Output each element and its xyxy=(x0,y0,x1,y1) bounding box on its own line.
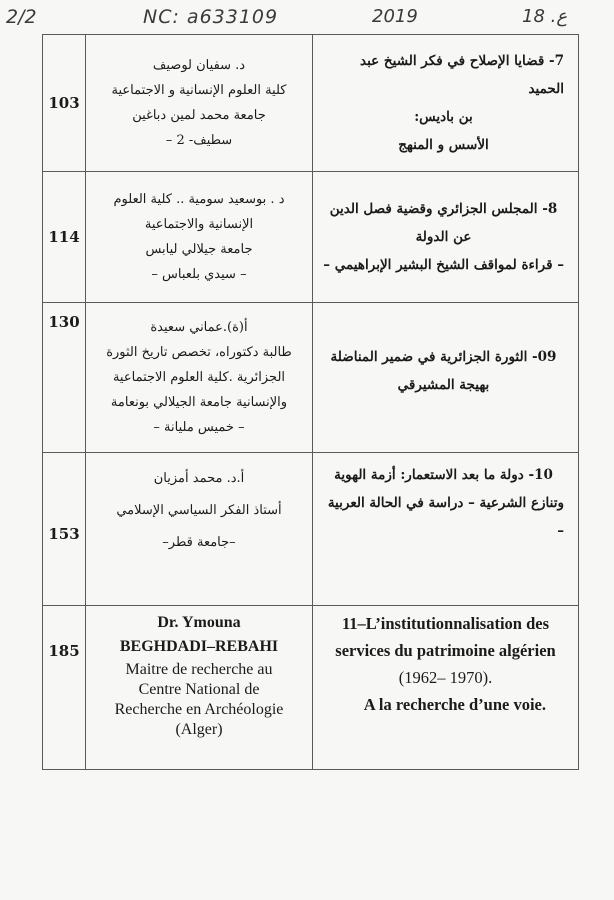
handwritten-page-mark: 2/2 xyxy=(6,6,37,28)
author-line: أ.د. محمد أمزيان xyxy=(153,471,245,486)
title-line: عن الدولة xyxy=(415,229,472,245)
handwritten-nc-number: NC: a633109 xyxy=(143,6,279,28)
toc-row xyxy=(43,606,579,770)
toc-row xyxy=(43,453,579,606)
handwritten-issue-mark: ع. 18 xyxy=(522,6,568,27)
table-of-contents xyxy=(42,34,579,770)
title-cell xyxy=(313,35,579,172)
author-line: – سيدي بلعباس – xyxy=(151,267,247,282)
author-line: أ(ة).عماني سعيدة xyxy=(150,320,248,335)
author-line: –جامعة قطر– xyxy=(162,535,236,550)
author-name-line: BEGHDADI–REBAHI xyxy=(119,638,279,655)
title-line: 10- دولة ما بعد الاستعمار: أزمة الهوية xyxy=(334,467,553,483)
page-number: 153 xyxy=(43,453,86,606)
author-line: جامعة محمد لمين دباغين xyxy=(132,108,266,123)
author-cell xyxy=(86,453,313,606)
author-cell xyxy=(86,35,313,172)
title-line: 11–L’institutionnalisation des xyxy=(341,614,550,633)
author-line: د. سفيان لوصيف xyxy=(152,58,246,73)
author-line: – خميس مليانة – xyxy=(153,420,245,435)
title-cell xyxy=(313,303,579,453)
handwritten-year: 2019 xyxy=(372,6,418,27)
author-line: د . بوسعيد سومية .. كلية العلوم xyxy=(113,192,285,207)
title-cell xyxy=(313,606,579,770)
author-cell xyxy=(86,303,313,453)
author-line: طالبة دكتوراه، تخصص تاريخ الثورة xyxy=(106,345,292,360)
toc-row xyxy=(43,303,579,453)
toc-row xyxy=(43,172,579,303)
author-line: أستاذ الفكر السياسي الإسلامي xyxy=(116,503,282,518)
page-number: 185 xyxy=(43,606,86,770)
author-line: والإنسانية جامعة الجيلالي بونعامة xyxy=(110,395,288,410)
author-line: سطيف- 2 – xyxy=(165,133,233,148)
author-line: الإنسانية والاجتماعية xyxy=(144,217,254,232)
author-line: (Alger) xyxy=(175,721,223,738)
title-line: بهيجة المشيرقي xyxy=(397,376,490,393)
author-line: كلية العلوم الإنسانية و الاجتماعية xyxy=(111,83,287,98)
author-line: الجزائرية .كلية العلوم الاجتماعية xyxy=(112,370,286,385)
page-number: 103 xyxy=(43,35,86,172)
author-line: Maitre de recherche au xyxy=(125,661,273,678)
title-line: services du patrimoine algérien xyxy=(335,641,556,660)
page-number: 114 xyxy=(43,172,86,303)
author-line: جامعة جيلالي ليابس xyxy=(145,242,253,257)
page-number: 130 xyxy=(43,303,86,453)
title-line: بن باديس: xyxy=(414,109,473,125)
title-line: 09- الثورة الجزائرية في ضمير المناضلة xyxy=(330,348,557,365)
author-name-line: Dr. Ymouna xyxy=(157,614,241,631)
title-line: الأسس و المنهج xyxy=(398,137,489,153)
title-cell xyxy=(313,172,579,303)
title-line: (1962– 1970). xyxy=(398,668,493,687)
author-cell xyxy=(86,606,313,770)
author-cell xyxy=(86,172,313,303)
author-line: Recherche en Archéologie xyxy=(114,701,284,718)
title-line: – قراءة لمواقف الشيخ البشير الإبراهيمي – xyxy=(323,257,564,273)
toc-row xyxy=(43,35,579,172)
title-line: 7- قضايا الإصلاح في فكر الشيخ عبد الحميد xyxy=(359,53,564,97)
title-line: 8- المجلس الجزائري وقضية فصل الدين xyxy=(329,201,558,217)
author-line: Centre National de xyxy=(138,681,260,698)
title-cell xyxy=(313,453,579,606)
title-line: A la recherche d’une voie. xyxy=(363,695,546,714)
title-line: وتنازع الشرعية – دراسة في الحالة العربية – xyxy=(327,495,564,539)
